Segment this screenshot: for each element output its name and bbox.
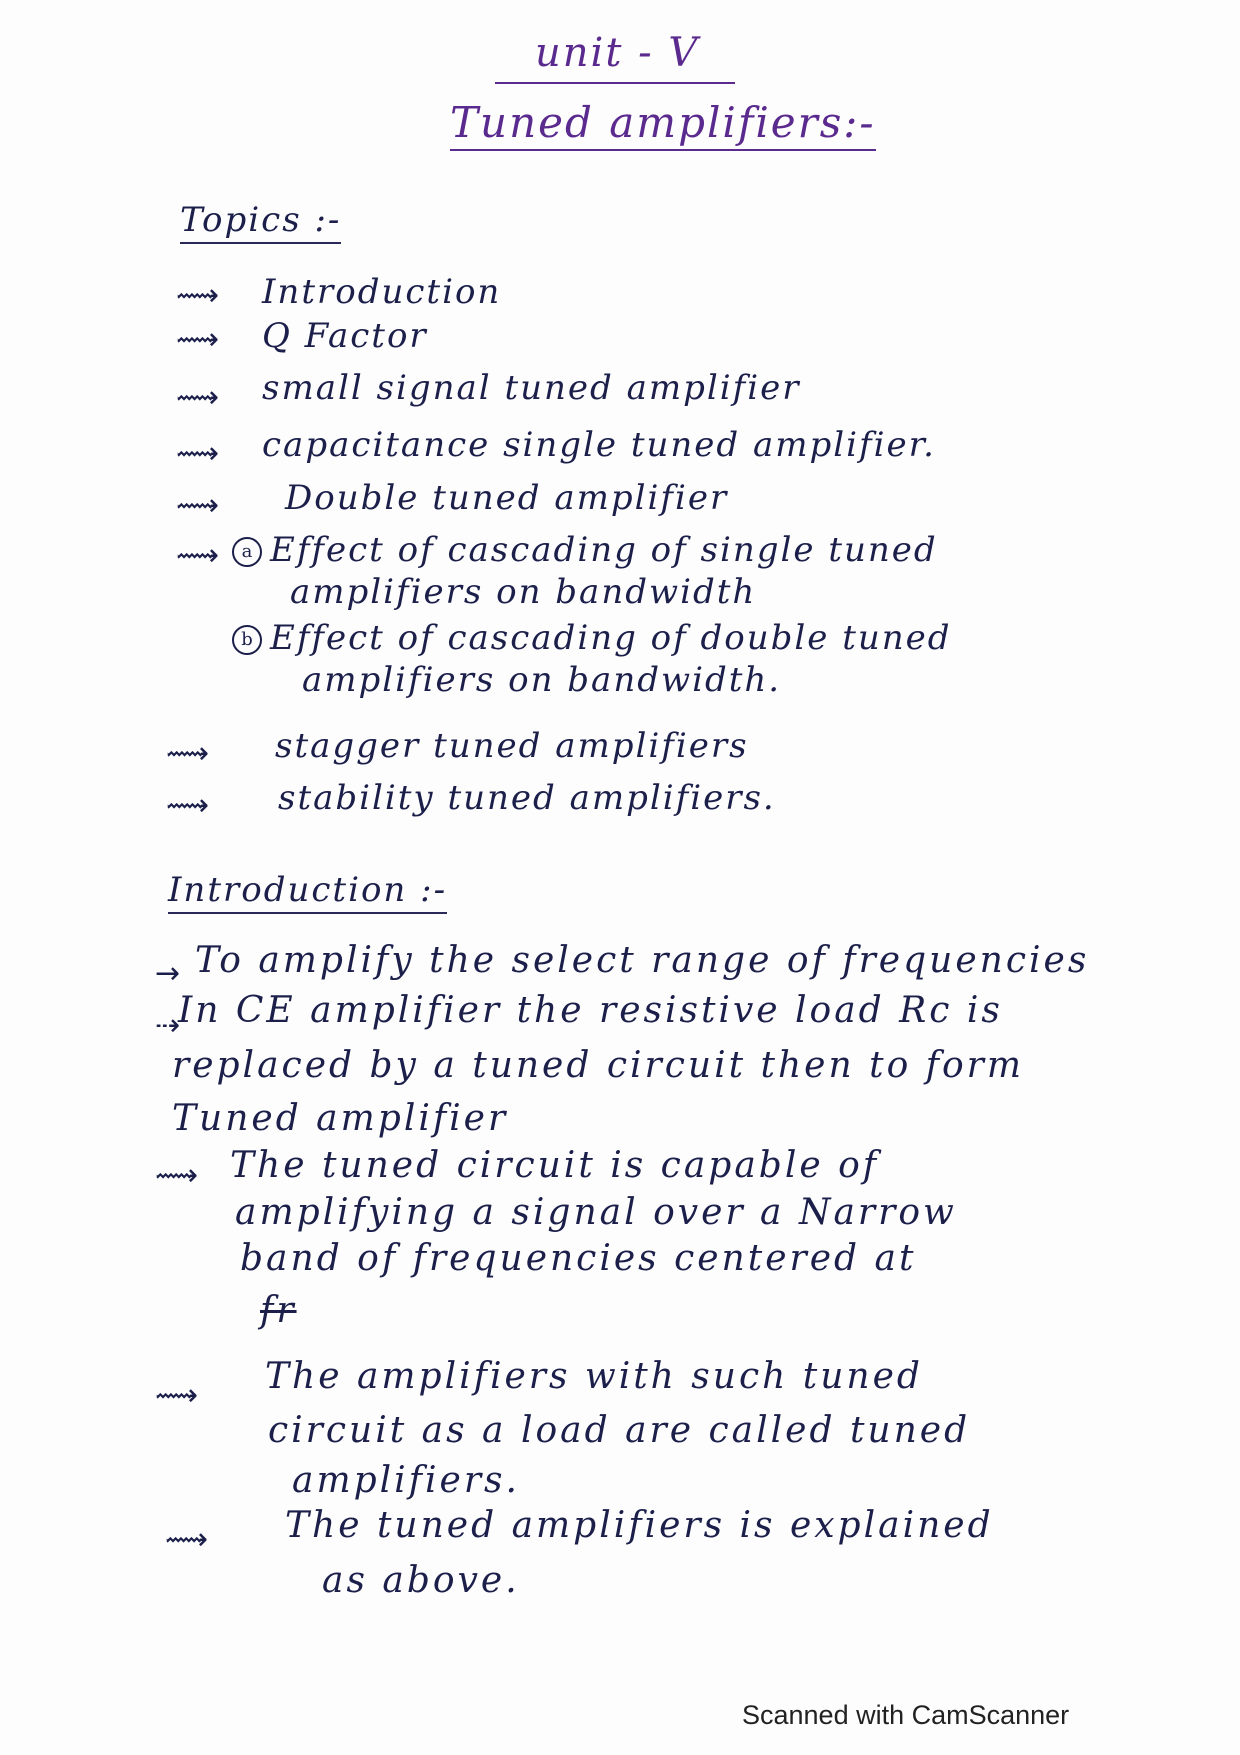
intro-line: amplifiers.	[292, 1460, 520, 1501]
unit-title: unit - V	[535, 30, 700, 76]
intro-line: The tuned amplifiers is explained	[285, 1505, 994, 1546]
intro-line: To amplify the select range of frequencies	[195, 940, 1090, 981]
arrow-icon: ⟿	[166, 736, 210, 771]
circled-letter-a: a	[232, 537, 262, 567]
intro-line: fr	[260, 1290, 297, 1331]
topic-item: stability tuned amplifiers.	[278, 778, 776, 818]
arrow-icon: ⟿	[165, 1522, 209, 1557]
intro-line: band of frequencies centered at	[240, 1238, 917, 1279]
arrow-icon: ⟿	[176, 538, 220, 573]
arrow-icon: ⟿	[155, 1158, 199, 1193]
topic-subitem-b-line2: amplifiers on bandwidth.	[302, 660, 782, 700]
intro-line: In CE amplifier the resistive load Rc is	[178, 990, 1003, 1031]
intro-line: replaced by a tuned circuit then to form	[172, 1045, 1025, 1086]
topic-item: capacitance single tuned amplifier.	[262, 425, 936, 465]
arrow-icon: ⟿	[176, 436, 220, 471]
intro-line: as above.	[322, 1560, 520, 1601]
topic-subitem-b	[232, 618, 952, 658]
circled-letter-b: b	[232, 625, 262, 655]
scanner-watermark: Scanned with CamScanner	[742, 1700, 1070, 1730]
intro-line: circuit as a load are called tuned	[268, 1410, 971, 1451]
arrow-icon: ⇢	[155, 1008, 181, 1043]
topic-item: small signal tuned amplifier	[262, 368, 801, 408]
arrow-icon: ⟿	[176, 278, 220, 313]
intro-line: amplifying a signal over a Narrow	[235, 1192, 957, 1233]
title-divider	[495, 82, 735, 84]
topic-subitem-a	[232, 530, 938, 570]
topic-subitem-b-line1: Effect of cascading of double tuned	[270, 618, 952, 658]
arrow-icon: ⟿	[176, 488, 220, 523]
topic-subitem-a-line1: Effect of cascading of single tuned	[270, 530, 938, 570]
topics-heading: Topics :-	[180, 200, 341, 244]
introduction-heading: Introduction :-	[168, 870, 447, 914]
intro-line: The tuned circuit is capable of	[230, 1145, 880, 1186]
arrow-icon: ⟿	[166, 788, 210, 823]
topic-item: stagger tuned amplifiers	[275, 726, 749, 766]
arrow-icon: ⟿	[176, 322, 220, 357]
arrow-icon: ⟿	[176, 380, 220, 415]
intro-line: Tuned amplifier	[172, 1098, 509, 1139]
topic-item: Double tuned amplifier	[285, 478, 729, 518]
intro-line: The amplifiers with such tuned	[265, 1356, 923, 1397]
topic-subitem-a-line2: amplifiers on bandwidth	[290, 572, 757, 612]
topic-item: Q Factor	[262, 316, 428, 356]
topic-item: Introduction	[262, 272, 502, 312]
arrow-icon: →	[155, 956, 181, 991]
arrow-icon: ⟿	[155, 1378, 199, 1413]
page-title: Tuned amplifiers:-	[450, 98, 876, 151]
